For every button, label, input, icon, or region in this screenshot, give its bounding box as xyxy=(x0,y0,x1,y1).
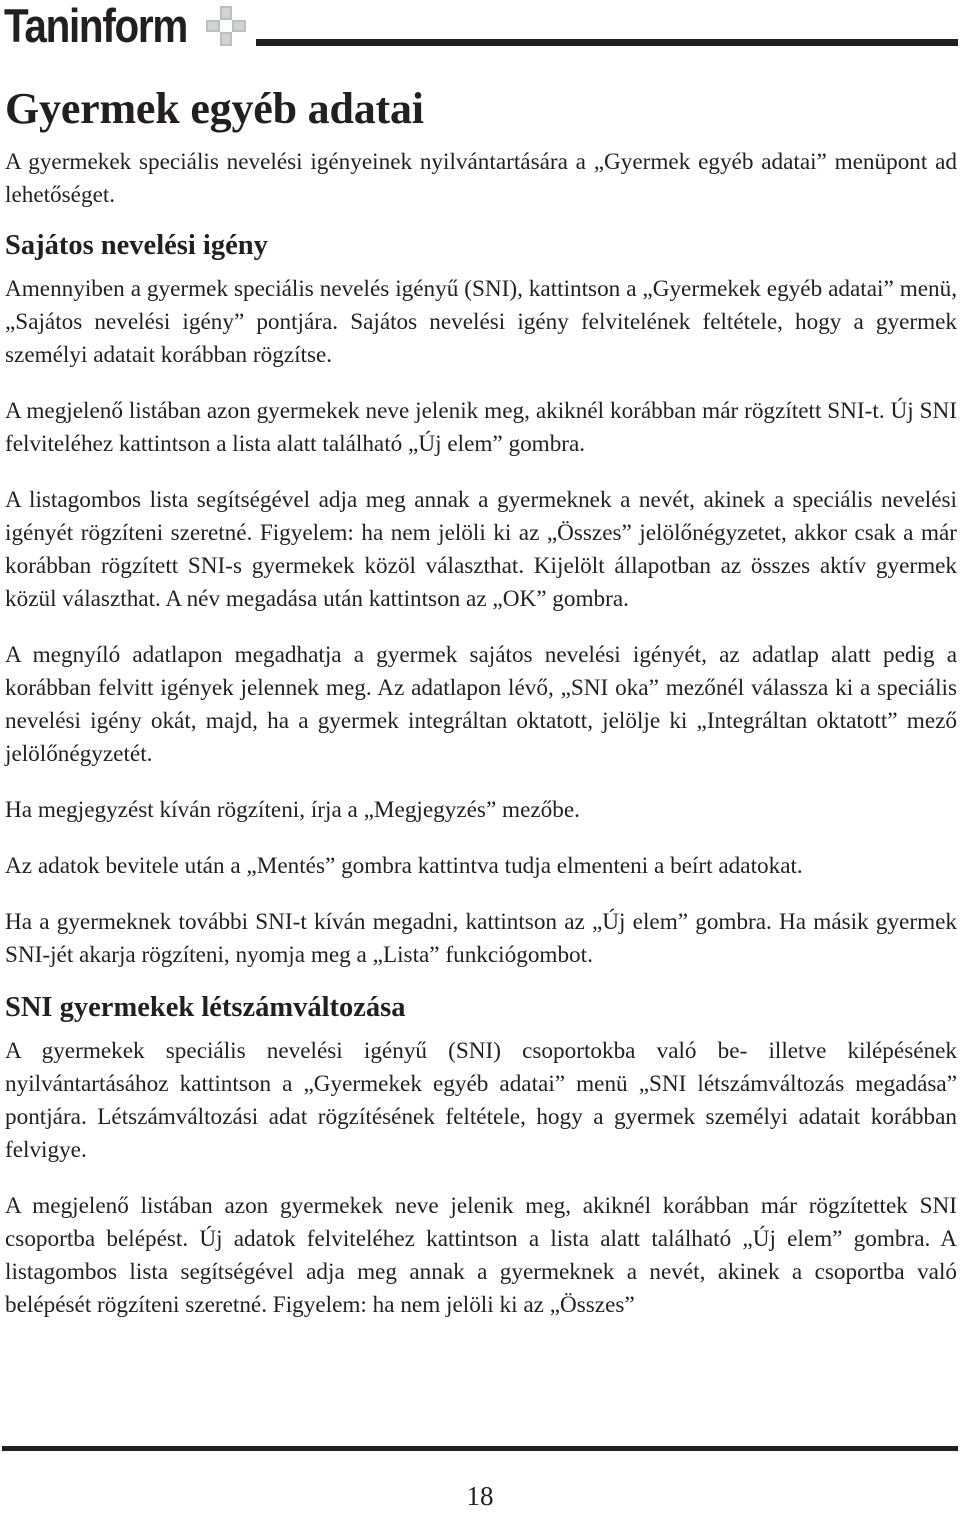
section-heading-sni-headcount: SNI gyermekek létszámváltozása xyxy=(5,992,406,1023)
intro-paragraph: A gyermekek speciális nevelési igényeinek nyilvántartására a „Gyermek egyéb adatai” menüpont ad lehetőséget. xyxy=(5,149,957,208)
logo-cross-icon xyxy=(206,6,246,46)
section-heading-sni: Sajátos nevelési igény xyxy=(5,230,268,261)
section2-paragraph-2: A megjelenő listában azon gyermekek neve jelenik meg, akiknél korábban már rögzítettek SNI csoportba belépést. Új adatok felviteléhez kattintson a lista alatt található „Új elem” gombra. A listagombos lista segítségével adja meg annak a gyermeknek a nevét, akinek a csoportba való belépését rögzíteni szeretné. Figyelem: ha nem jelöli ki az „Összes” xyxy=(5,1193,957,1318)
footer-divider xyxy=(2,1446,958,1451)
page-content xyxy=(5,80,957,1322)
section1-paragraph-3: A listagombos lista segítségével adja meg annak a gyermeknek a nevét, akinek a speciális nevelési igényét rögzíteni szeretné. Figyelem: ha nem jelöli ki az „Összes” jelölőnégyzetet, akkor csak a már korábban rögzített SNI-s gyermekek közöl választhat. Kijelölt állapotban az összes aktív gyermek közül választhat. A név megadása után kattintson az „OK” gombra. xyxy=(5,487,957,612)
section1-paragraph-2: A megjelenő listában azon gyermekek neve jelenik meg, akiknél korábban már rögzített SNI-t. Új SNI felviteléhez kattintson a lista alatt található „Új elem” gombra. xyxy=(5,398,957,457)
page-number: 18 xyxy=(466,1481,494,1511)
logo-text: Taninform xyxy=(4,0,187,52)
section1-paragraph-4: A megnyíló adatlapon megadhatja a gyermek sajátos nevelési igényét, az adatlap alatt pedig a korábban felvitt igények jelennek meg. Az adatlapon lévő, „SNI oka” mezőnél válassza ki a speciális nevelési igény okát, majd, ha a gyermek integráltan oktatott, jelölje ki „Integráltan oktatott” mező jelölőnégyzetét. xyxy=(5,642,957,767)
taninform-logo xyxy=(4,2,217,50)
section2-paragraph-1: A gyermekek speciális nevelési igényű (SNI) csoportokba való be- illetve kilépésének nyilvántartásához kattintson a „Gyermekek egyéb adatai” menü „SNI létszámváltozás megadása” pontjára. Létszámváltozási adat rögzítésének feltétele, hogy a gyermek személyi adatait korábban felvigye. xyxy=(5,1038,957,1163)
section1-paragraph-1: Amennyiben a gyermek speciális nevelés igényű (SNI), kattintson a „Gyermekek egyéb adatai” menü, „Sajátos nevelési igény” pontjára. Sajátos nevelési igény felvitelének feltétele, hogy a gyermek személyi adatait korábban rögzítse. xyxy=(5,276,957,368)
page-header xyxy=(0,0,960,52)
header-divider xyxy=(256,39,958,46)
section1-paragraph-6: Az adatok bevitele után a „Mentés” gombra kattintva tudja elmenteni a beírt adatokat. xyxy=(5,853,803,879)
section1-paragraph-7: Ha a gyermeknek további SNI-t kíván megadni, kattintson az „Új elem” gombra. Ha másik gyermek SNI-jét akarja rögzíteni, nyomja meg a „Lista” funkciógombot. xyxy=(5,909,957,968)
page-title: Gyermek egyéb adatai xyxy=(5,84,424,133)
section1-paragraph-5: Ha megjegyzést kíván rögzíteni, írja a „Megjegyzés” mezőbe. xyxy=(5,797,580,823)
